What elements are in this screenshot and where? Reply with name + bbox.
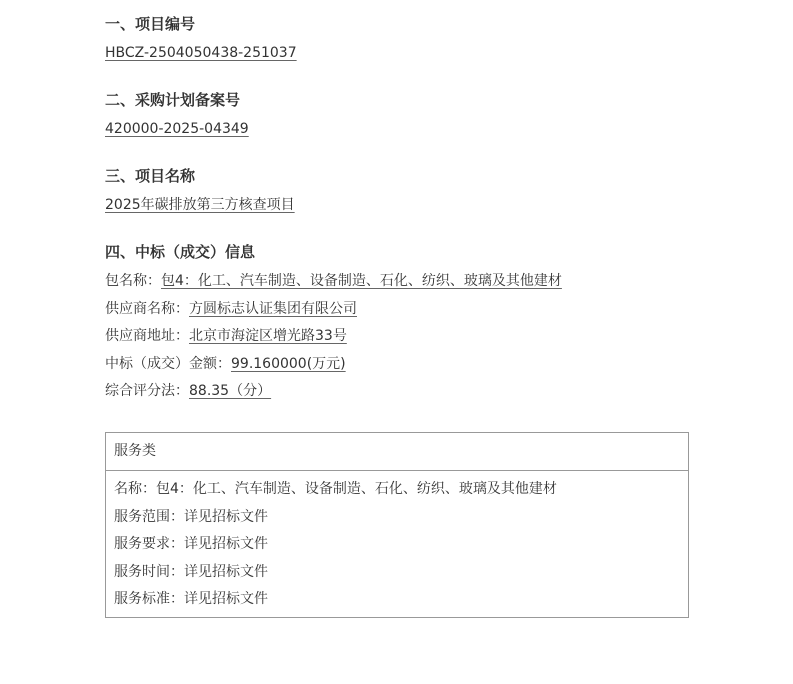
service-row-requirements	[114, 534, 688, 562]
procurement-plan-number	[105, 119, 249, 139]
supplier-name-row	[105, 299, 357, 319]
award-amount-label: 中标（成交）金额：	[105, 356, 231, 372]
supplier-name-label: 供应商名称：	[105, 301, 189, 317]
service-standard-value: 详见招标文件	[184, 591, 268, 607]
project-number	[105, 43, 297, 63]
service-time-label: 服务时间：	[114, 563, 184, 580]
score-row	[105, 381, 271, 401]
service-time-value: 详见招标文件	[184, 563, 268, 580]
supplier-address-value: 北京市海淀区增光路33号	[189, 328, 347, 344]
service-row-scope	[114, 507, 688, 535]
award-amount-row	[105, 354, 346, 374]
package-name-label: 包名称：	[105, 273, 161, 289]
service-table-body	[106, 471, 688, 617]
service-row-time	[114, 562, 688, 590]
procurement-plan-value: 420000-2025-04349	[105, 121, 249, 137]
project-name-value: 2025年碳排放第三方核查项目	[105, 197, 295, 213]
service-table	[105, 432, 689, 618]
service-name-value: 包4：化工、汽车制造、设备制造、石化、纺织、玻璃及其他建材	[156, 481, 557, 497]
supplier-address-row	[105, 326, 347, 346]
service-requirements-value: 详见招标文件	[184, 536, 268, 552]
package-name-row	[105, 271, 562, 291]
service-row-name	[114, 479, 688, 507]
project-name	[105, 195, 295, 215]
package-name-value: 包4：化工、汽车制造、设备制造、石化、纺织、玻璃及其他建材	[161, 273, 562, 289]
procurement-plan-heading: 二、采购计划备案号	[105, 91, 241, 109]
project-name-heading: 三、项目名称	[105, 167, 196, 185]
supplier-address-label: 供应商地址：	[105, 328, 189, 344]
service-standard-label: 服务标准：	[114, 591, 184, 607]
score-value: 88.35（分）	[189, 383, 272, 399]
service-row-standard	[114, 589, 688, 617]
service-table-header: 服务类	[106, 433, 688, 471]
supplier-name-value: 方圆标志认证集团有限公司	[189, 301, 357, 317]
award-info-heading: 四、中标（成交）信息	[105, 243, 256, 261]
award-amount-value: 99.160000(万元)	[231, 356, 346, 372]
service-name-label: 名称：	[114, 481, 156, 497]
project-number-heading: 一、项目编号	[105, 15, 196, 33]
project-number-value: HBCZ-2504050438-251037	[105, 45, 297, 61]
service-scope-value: 详见招标文件	[184, 508, 268, 525]
score-label: 综合评分法：	[105, 383, 189, 399]
service-scope-label: 服务范围：	[114, 508, 184, 525]
service-requirements-label: 服务要求：	[114, 536, 184, 552]
